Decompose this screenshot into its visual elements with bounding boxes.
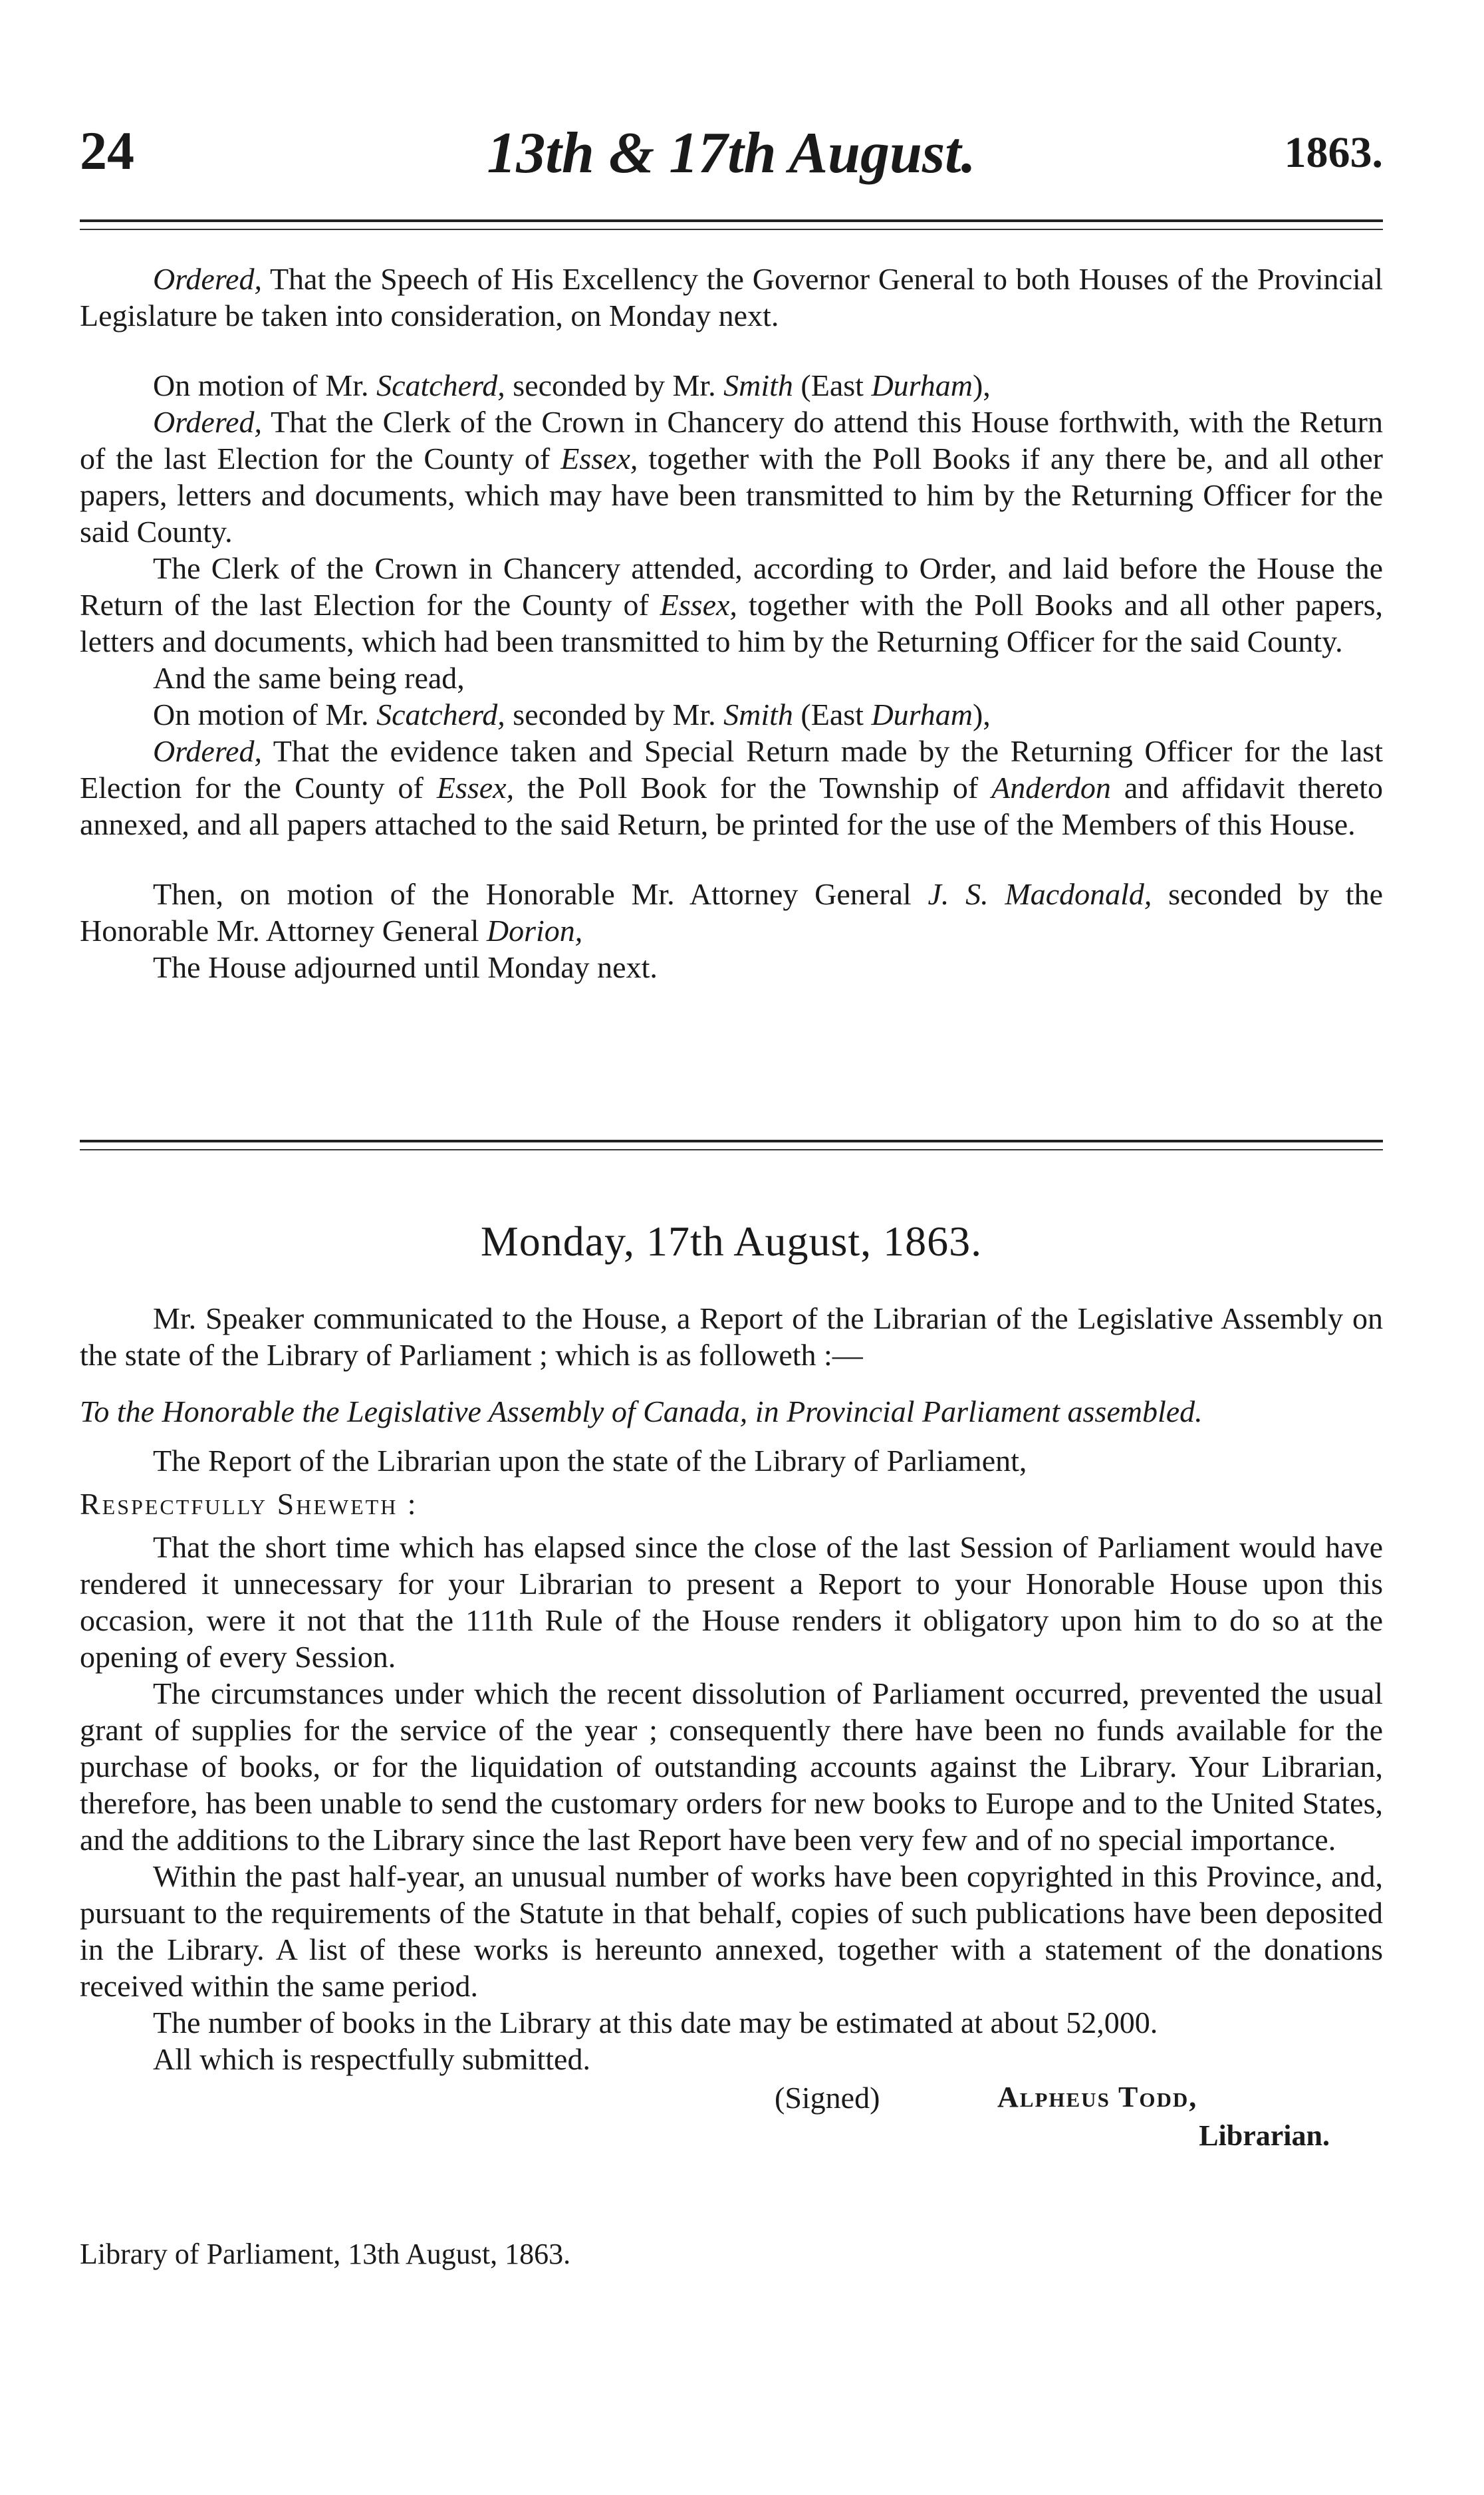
paragraph-clerk-order: Ordered, That the Clerk of the Crown in Chancery do attend this House forthwith, with the Return of the last Election for the County of Essex, together with the Poll Books if any there be, and all other papers, letters and documents, which may have been transmitted to him by the Returning Officer for the said County. (80, 405, 1383, 549)
section-rule (80, 1140, 1383, 1142)
paragraph-speech-order: Ordered, That the Speech of His Excellency the Governor General to both Houses of the Provincial Legislature be taken into consideration, on Monday next. (80, 262, 1383, 332)
paragraph-motion-1: On motion of Mr. Scatcherd, seconded by Mr. Smith (East Durham), (153, 368, 991, 402)
section-rule-thin (80, 1149, 1383, 1150)
paragraph-submitted: All which is respectfully submitted. (153, 2042, 590, 2076)
paragraph-book-count: The number of books in the Library at this date may be estimated at about 52,000. (153, 2006, 1158, 2039)
signed-label: (Signed) (775, 2081, 880, 2115)
paragraph-report-intro: The Report of the Librarian upon the state of the Library of Parliament, (153, 1444, 1027, 1478)
paragraph-short-time: That the short time which has elapsed since the close of the last Session of Parliament would have rendered it unnecessary for your Librarian to present a Report to your Honorable House upon this occasion, were it not that the 111th Rule of the House renders it obligatory upon him to do so at the opening of every Session. (80, 1530, 1383, 1674)
paragraph-copyright: Within the past half-year, an unusual number of works have been copyrighted in this Province, and, pursuant to the requirements of the Statute in that behalf, copies of such publications have been deposited in the Library. A list of these works is hereunto annexed, together with a statement of the donations received within the same period. (80, 1859, 1383, 2003)
header-rule-thin (80, 229, 1383, 230)
report-date-line: Library of Parliament, 13th August, 1863. (80, 2238, 571, 2270)
paragraph-adjourned: The House adjourned until Monday next. (153, 950, 658, 984)
proceedings-17th-august (80, 1300, 1383, 2167)
paragraph-clerk-attended: The Clerk of the Crown in Chancery attended, according to Order, and laid before the House the Return of the last Election for the County of Essex, together with the Poll Books and all other papers, letters and documents, which had been transmitted to him by the Returning Officer for the said County. (80, 551, 1383, 658)
signatory-title: Librarian. (1199, 2119, 1330, 2152)
report-address: To the Honorable the Legislative Assembly of Canada, in Provincial Parliament assembled. (80, 1394, 1203, 1428)
paragraph-motion-2: On motion of Mr. Scatcherd, seconded by Mr. Smith (East Durham), (153, 698, 991, 731)
proceedings-13th-august (80, 261, 1383, 985)
header-rule (80, 219, 1383, 222)
page-number: 24 (80, 120, 134, 181)
paragraph-adjourn-motion: Then, on motion of the Honorable Mr. Attorney General J. S. Macdonald, seconded by the Honorable Mr. Attorney General Dorion, (80, 877, 1383, 948)
paragraph-circumstances: The circumstances under which the recent dissolution of Parliament occurred, prevented the usual grant of supplies for the service of the year ; consequently there have been no funds available for the purchase of books, or for the liquidation of outstanding accounts against the Library. Your Librarian, therefore, has been unable to send the customary orders for new books to Europe and to the United States, and the additions to the Library since the last Report have been very few and of no special importance. (80, 1676, 1383, 1857)
signature-block (80, 2080, 1383, 2167)
paragraph-print-order: Ordered, That the evidence taken and Special Return made by the Returning Officer for the last Election for the County of Essex, the Poll Book for the Township of Anderdon and affidavit thereto annexed, and all papers attached to the said Return, be printed for the use of the Members of this House. (80, 734, 1383, 841)
day-heading: Monday, 17th August, 1863. (480, 1218, 983, 1265)
running-title: 13th & 17th August. (487, 121, 976, 186)
respectfully-sheweth: Respectfully Sheweth : (80, 1487, 418, 1521)
paragraph-read: And the same being read, (153, 661, 465, 695)
page-header (80, 120, 1383, 193)
paragraph-speaker-communicated: Mr. Speaker communicated to the House, a Report of the Librarian of the Legislative Assembly on the state of the Library of Parliament ; which is as followeth :— (80, 1301, 1383, 1372)
header-year: 1863. (1284, 128, 1383, 177)
signatory-name: Alpheus Todd, (997, 2081, 1198, 2113)
